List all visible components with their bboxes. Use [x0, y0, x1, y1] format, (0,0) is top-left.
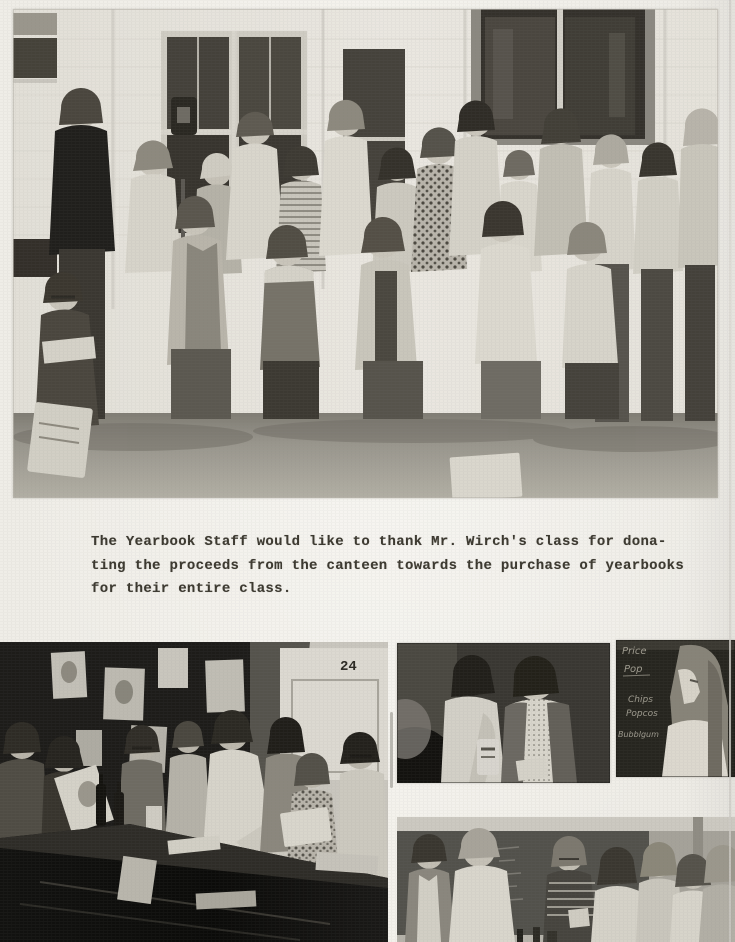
caption-line-2: ting the proceeds from the canteen towards the purchase of yearbooks: [91, 557, 685, 574]
paper-on-grass: [450, 453, 523, 498]
scan-smudge: [390, 712, 393, 788]
chalk-line-price: Price: [622, 646, 647, 657]
chalkboard-girl-scene: [616, 640, 735, 777]
caption-text: [91, 531, 691, 602]
page-edge-line: [729, 0, 731, 942]
group-photo-scene: [13, 9, 718, 498]
chalk-line-pop: Pop: [624, 664, 643, 675]
talking-pair-scene: [397, 643, 610, 783]
chalkboard-group-scene: [397, 817, 735, 942]
group-photo-yearbook-staff: [13, 9, 718, 498]
artroom-photo: [0, 642, 388, 942]
chalkboard-girl-photo: [616, 640, 735, 777]
caption-line-3: for their entire class.: [91, 581, 292, 597]
chalk-line-popcorn: Popcos: [626, 709, 658, 719]
artroom-scene: [0, 642, 388, 942]
caption-line-1: The Yearbook Staff would like to thank Mr. Wirch's class for dona-: [91, 534, 667, 550]
talking-pair-photo: [397, 643, 610, 783]
chalk-line-chips: Chips: [628, 695, 653, 705]
chalk-line-gum: Bubblgum: [618, 730, 659, 739]
white-can: [477, 739, 499, 775]
chalkboard-group-photo: [397, 817, 735, 942]
page-number: 24: [340, 659, 357, 675]
